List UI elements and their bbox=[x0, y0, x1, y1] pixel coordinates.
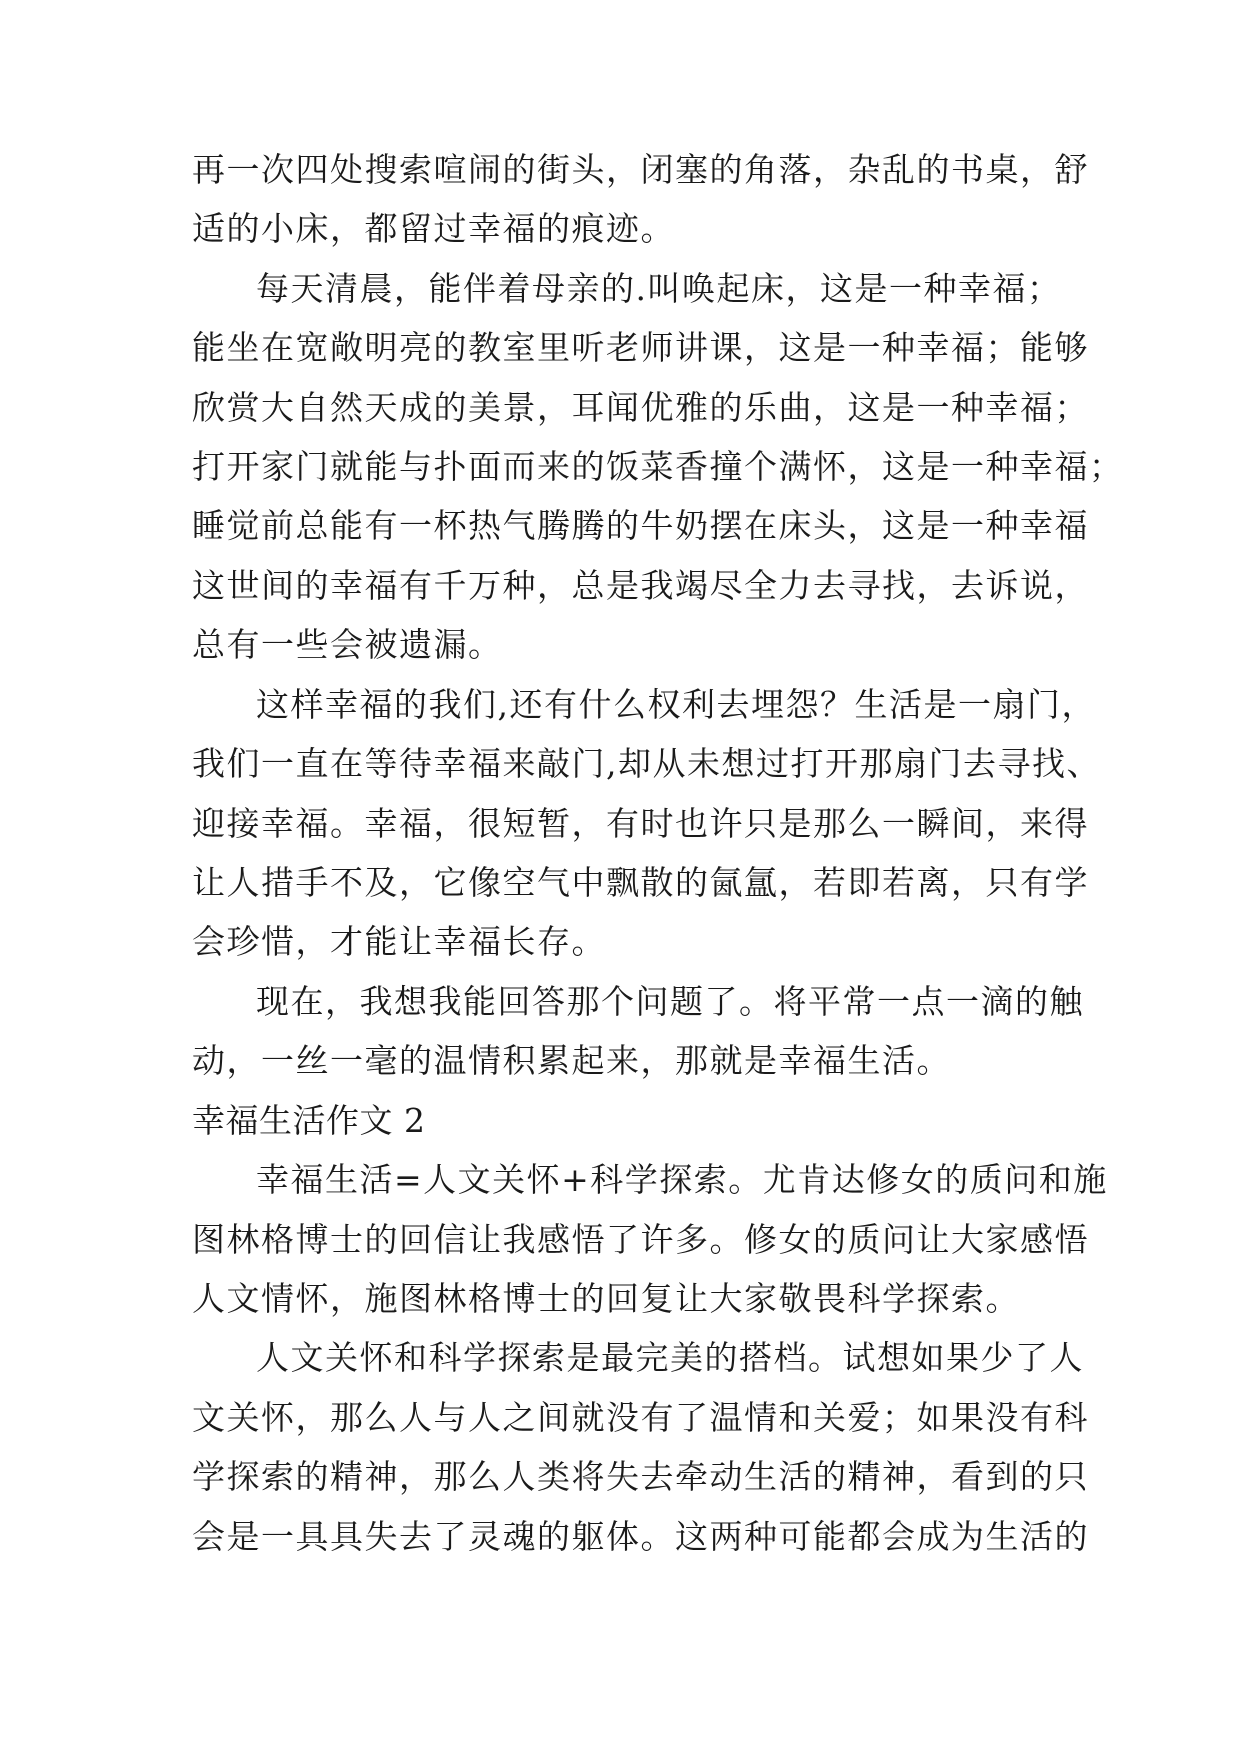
text-line: 打开家门就能与扑面而来的饭菜香撞个满怀，这是一种幸福； bbox=[192, 447, 1124, 486]
text-line: 人文情怀，施图林格博士的回复让大家敬畏科学探索。 bbox=[192, 1279, 1020, 1318]
text-line: 我们一直在等待幸福来敲门,却从未想过打开那扇门去寻找、 bbox=[192, 744, 1101, 783]
paragraph-start: 这样幸福的我们,还有什么权利去埋怨？生活是一扇门， bbox=[256, 685, 1096, 724]
text-line: 学探索的精神，那么人类将失去牵动生活的精神，看到的只 bbox=[192, 1457, 1089, 1496]
paragraph-start: 人文关怀和科学探索是最完美的搭档。试想如果少了人 bbox=[256, 1338, 1084, 1377]
text-line: 迎接幸福。幸福，很短暂，有时也许只是那么一瞬间，来得 bbox=[192, 804, 1089, 843]
text-line: 适的小床，都留过幸福的痕迹。 bbox=[192, 209, 675, 248]
paragraph-start: 每天清晨，能伴着母亲的.叫唤起床，这是一种幸福； bbox=[256, 269, 1062, 308]
text-line: 总有一些会被遗漏。 bbox=[192, 625, 503, 664]
paragraph-start: 幸福生活=人文关怀+科学探索。尤肯达修女的质问和施 bbox=[256, 1160, 1108, 1199]
text-line: 会是一具具失去了灵魂的躯体。这两种可能都会成为生活的 bbox=[192, 1517, 1089, 1556]
text-line: 文关怀，那么人与人之间就没有了温情和关爱；如果没有科 bbox=[192, 1398, 1089, 1437]
text-line: 图林格博士的回信让我感悟了许多。修女的质问让大家感悟 bbox=[192, 1220, 1089, 1259]
text-line: 欣赏大自然天成的美景，耳闻优雅的乐曲，这是一种幸福； bbox=[192, 388, 1089, 427]
text-line: 这世间的幸福有千万种，总是我竭尽全力去寻找，去诉说， bbox=[192, 566, 1089, 605]
section-heading: 幸福生活作文 2 bbox=[192, 1101, 426, 1140]
text-line: 再一次四处搜索喧闹的街头，闭塞的角落，杂乱的书桌，舒 bbox=[192, 150, 1089, 189]
text-line: 动，一丝一毫的温情积累起来，那就是幸福生活。 bbox=[192, 1041, 951, 1080]
text-line: 睡觉前总能有一杯热气腾腾的牛奶摆在床头，这是一种幸福 bbox=[192, 506, 1089, 545]
text-line: 让人措手不及，它像空气中飘散的氤氲，若即若离，只有学 bbox=[192, 863, 1089, 902]
text-line: 能坐在宽敞明亮的教室里听老师讲课，这是一种幸福；能够 bbox=[192, 328, 1089, 367]
paragraph-start: 现在，我想我能回答那个问题了。将平常一点一滴的触 bbox=[256, 982, 1084, 1021]
text-line: 会珍惜，才能让幸福长存。 bbox=[192, 922, 606, 961]
